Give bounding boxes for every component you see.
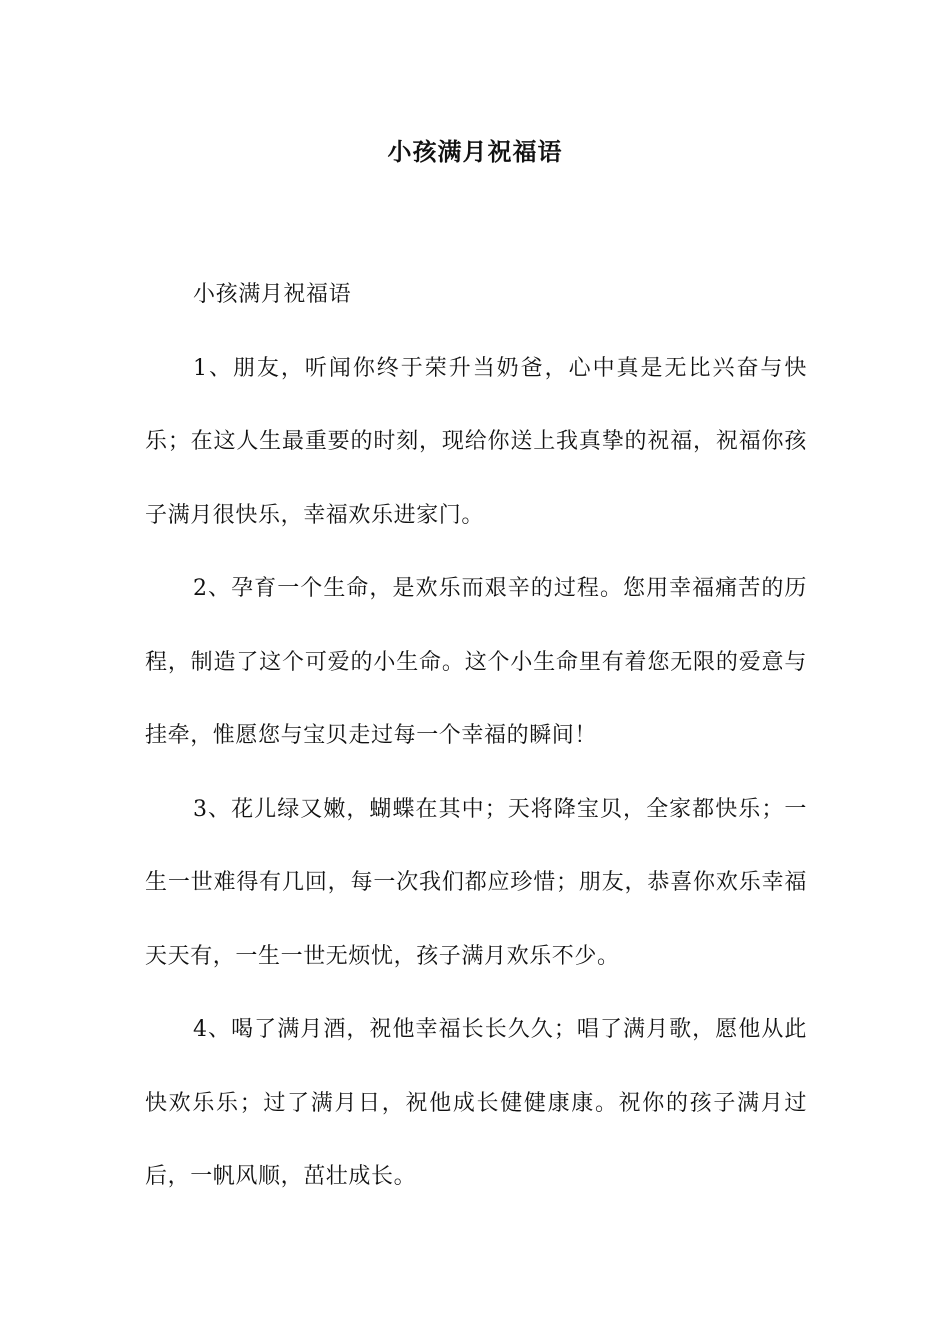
document-title: 小孩满月祝福语: [387, 137, 563, 166]
paragraph-1: 1、朋友，听闻你终于荣升当奶爸，心中真是无比兴奋与快乐；在这人生最重要的时刻，现给你送上我真挚的祝福，祝福你孩子满月很快乐，幸福欢乐进家门。: [145, 355, 807, 528]
paragraph-heading: 小孩满月祝福语: [193, 282, 352, 307]
paragraph-3: 3、花儿绿又嫩，蝴蝶在其中；天将降宝贝，全家都快乐；一生一世难得有几回，每一次我们都应珍惜；朋友，恭喜你欢乐幸福天天有，一生一世无烦忧，孩子满月欢乐不少。: [145, 796, 807, 969]
document-body: [145, 258, 807, 1214]
paragraph-2: 2、孕育一个生命，是欢乐而艰辛的过程。您用幸福痛苦的历程，制造了这个可爱的小生命。这个小生命里有着您无限的爱意与挂牵，惟愿您与宝贝走过每一个幸福的瞬间！: [145, 576, 807, 748]
paragraph-4: 4、喝了满月酒，祝他幸福长长久久；唱了满月歌，愿他从此快欢乐乐；过了满月日，祝他成长健健康康。祝你的孩子满月过后，一帆风顺，茁壮成长。: [145, 1017, 807, 1189]
